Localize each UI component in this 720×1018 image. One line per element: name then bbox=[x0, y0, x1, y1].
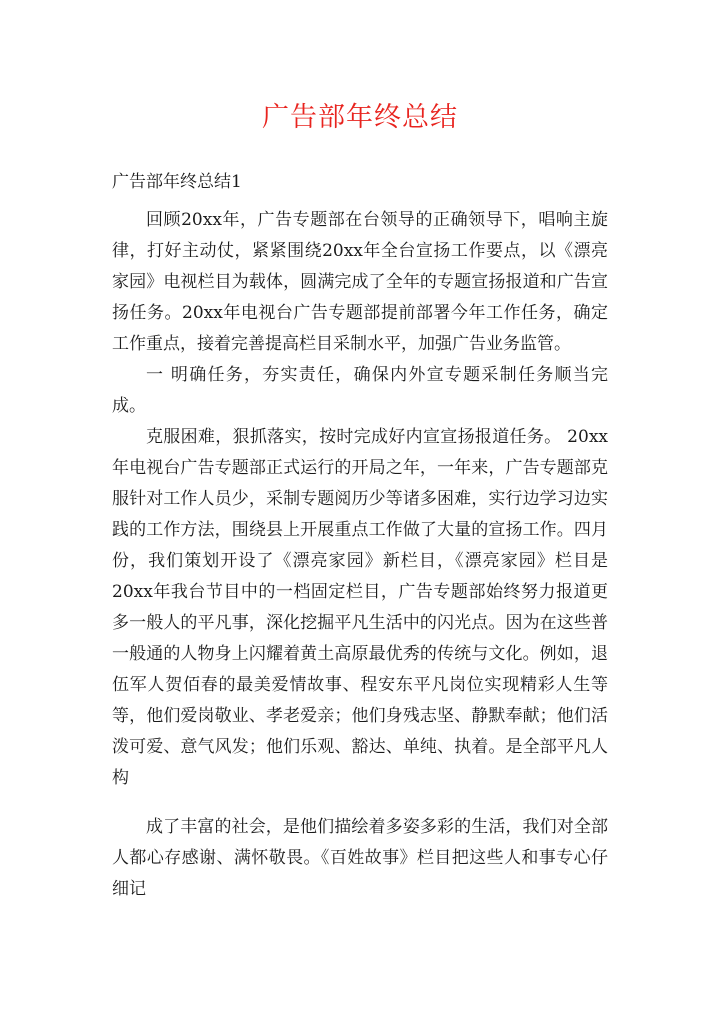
paragraph-task-heading: 一 明确任务，夯实责任，确保内外宣专题采制任务顺当完成。 bbox=[112, 365, 608, 416]
paragraph-rich-society: 成了丰富的社会，是他们描绘着多姿多彩的生活，我们对全部人都心存感谢、满怀敬畏。《百姓故事》栏目把这些人和事专心仔细记 bbox=[112, 817, 608, 899]
section-heading: 广告部年终总结1 bbox=[112, 172, 242, 192]
paragraph-review: 回顾20xx年，广告专题部在台领导的正确领导下，唱响主旋律，打好主动仗，紧紧围绕20xx年全台宣扬工作要点，以《漂亮家园》电视栏目为载体，圆满完成了全年的专题宣扬报道和广告宣扬任务。20xx年电视台广告专题部提前部署今年工作任务，确定工作重点，接着完善提高栏目采制水平，加强广告业务监管。 bbox=[112, 210, 608, 354]
document-title: 广告部年终总结 bbox=[262, 102, 458, 133]
paragraph-overcome-difficulties: 克服困难，狠抓落实，按时完成好内宣宣扬报道任务。 20xx年电视台广告专题部正式运行的开局之年，一年来，广告专题部克服针对工作人员少，采制专题阅历少等诸多困难，实行边学习边实践的工作方法，围绕县上开展重点工作做了大量的宣扬工作。四月份，我们策划开设了《漂亮家园》新栏目，《漂亮家园》栏目是20xx年我台节目中的一档固定栏目，广告专题部始终努力报道更多一般人的平凡事，深化挖掘平凡生活中的闪光点。因为在这些普一般通的人物身上闪耀着黄土高原最优秀的传统与文化。例如，退伍军人贺佰春的最美爱情故事、程安东平凡岗位实现精彩人生等等，他们爱岗敬业、孝老爱亲；他们身残志坚、静默奉献；他们活泼可爱、意气风发；他们乐观、豁达、单纯、执着。是全部平凡人构 bbox=[112, 427, 608, 788]
document-body bbox=[112, 205, 608, 905]
